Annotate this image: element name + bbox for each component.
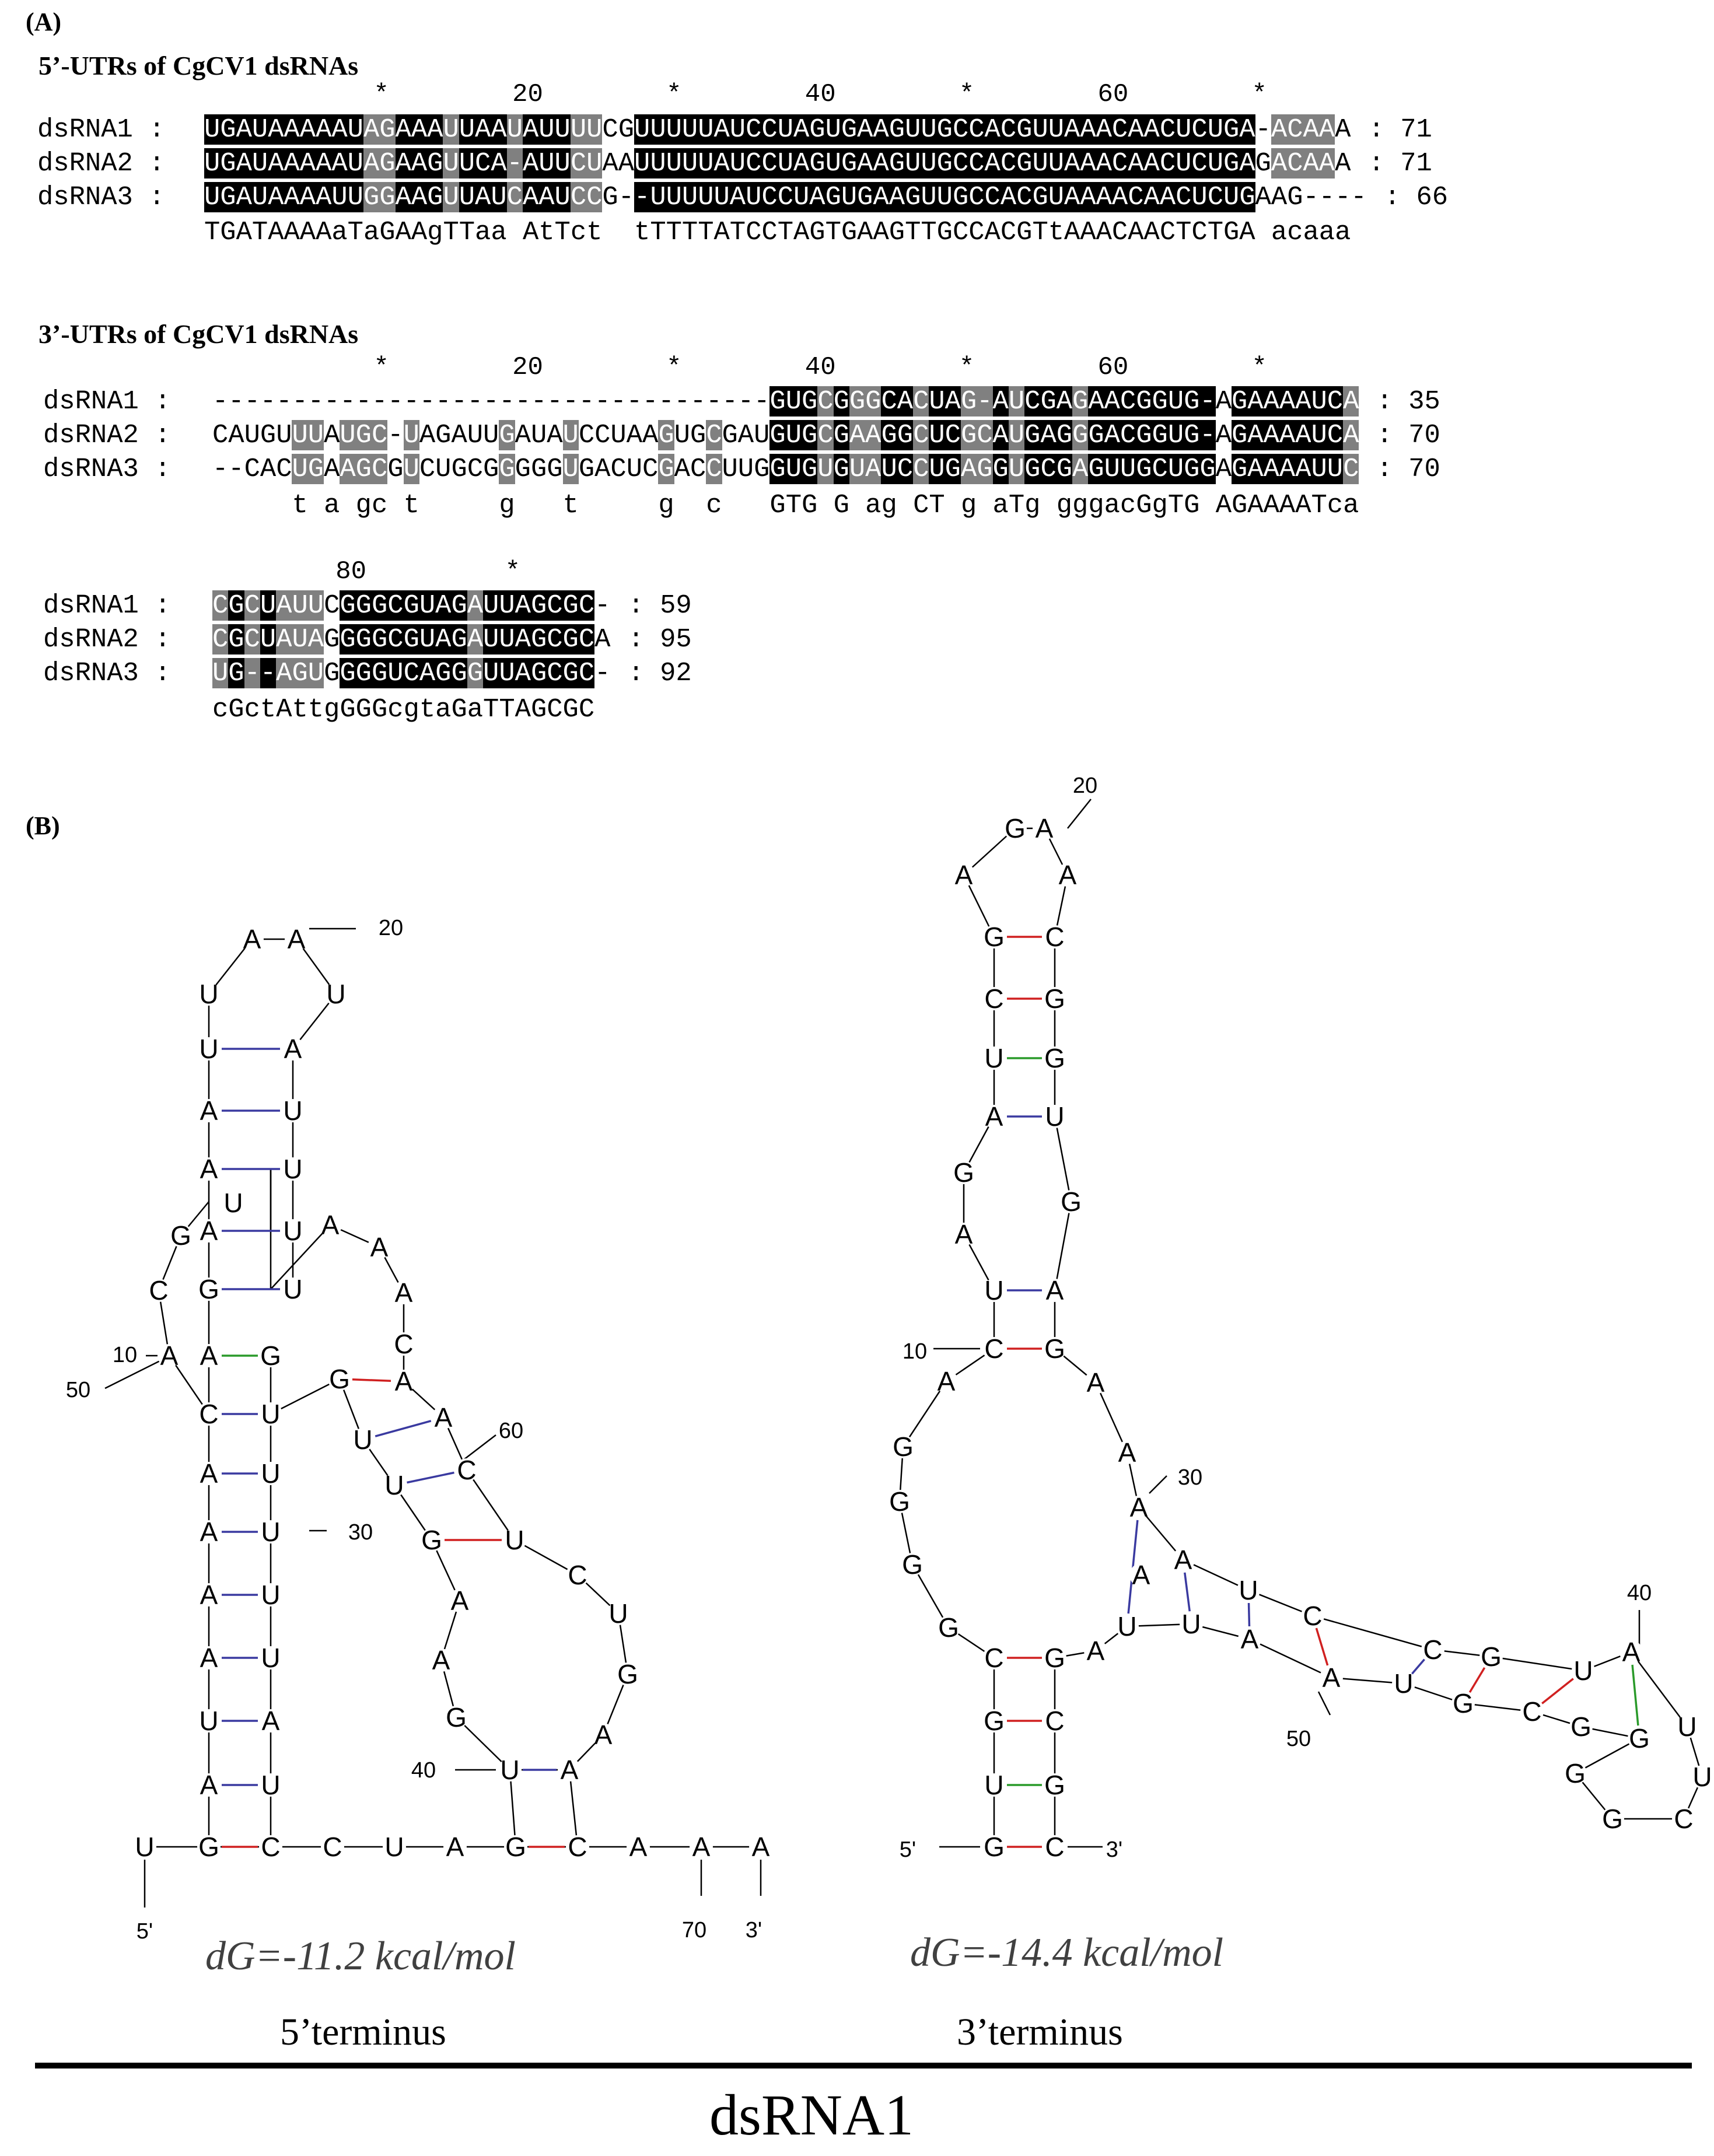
row-sequence: UGAUAAAAAUAGAAAUUAAUAUUUUCGUUUUUAUCCUAGUGAAGUUGCCACGUUAAACAACUCUGA-ACAAA	[204, 114, 1351, 145]
nucleotide: G	[1044, 1770, 1065, 1800]
nucleotide: A	[432, 1645, 450, 1675]
row-name: dsRNA1 :	[43, 590, 171, 621]
nucleotide: G	[1061, 1186, 1082, 1217]
nucleotide: G	[1481, 1642, 1502, 1672]
nucleotide: A	[1086, 1636, 1105, 1666]
nucleotide: U	[984, 1275, 1004, 1306]
divider-rule	[35, 2063, 1692, 2068]
nucleotide: A	[261, 1706, 280, 1736]
nucleotide: C	[568, 1560, 587, 1590]
nucleotide: A	[1086, 1367, 1105, 1398]
nucleotide: U	[261, 1517, 281, 1547]
nucleotide: A	[1035, 813, 1054, 844]
nucleotide: A	[1174, 1545, 1192, 1575]
nucleotide: U	[500, 1755, 520, 1785]
row-name: dsRNA2 :	[43, 624, 171, 654]
row-name: dsRNA3 :	[43, 658, 171, 688]
nucleotide: U	[1692, 1762, 1712, 1792]
nucleotide: A	[1118, 1437, 1136, 1468]
row-name: dsRNA3 :	[43, 454, 171, 484]
nucleotide: C	[1303, 1601, 1323, 1631]
nucleotide: A	[1058, 860, 1077, 890]
nucleotide: C	[568, 1832, 587, 1862]
row-sequence: UGAUAAAAUUGGAAGUUAUCAAUCCG--UUUUUAUCCUAGUGAAGUUGCCACGUAAAACAACUCUGAAG----	[204, 182, 1367, 212]
nucleotide: U	[984, 1043, 1004, 1073]
nucleotide: G	[984, 922, 1005, 952]
nucleotide: C	[199, 1399, 219, 1429]
nucleotide: U	[261, 1770, 281, 1800]
nucleotide: G	[329, 1364, 350, 1394]
nucleotide: A	[200, 1770, 218, 1800]
nucleotide: U	[353, 1424, 373, 1455]
nucleotide: U	[283, 1154, 303, 1184]
nucleotide: C	[457, 1455, 477, 1485]
nucleotide: G	[1044, 1043, 1065, 1073]
nucleotide: U	[1394, 1668, 1414, 1699]
nucleotide: A	[1622, 1637, 1640, 1667]
nucleotide: G	[1005, 813, 1026, 844]
position-number: 40	[411, 1758, 436, 1783]
nucleotide: A	[200, 1096, 218, 1126]
position-number: 70	[681, 1918, 707, 1943]
nucleotide: C	[323, 1832, 342, 1862]
row-name: dsRNA1 :	[43, 386, 171, 416]
left-dg-label: dG=-11.2 kcal/mol	[205, 1934, 516, 1979]
nucleotide: C	[1423, 1634, 1443, 1665]
nucleotide: A	[160, 1340, 179, 1371]
nucleotide: G	[1602, 1804, 1623, 1834]
nucleotide: U	[326, 979, 346, 1009]
row-name: dsRNA3 :	[37, 182, 165, 212]
position-number: 30	[1177, 1465, 1203, 1490]
nucleotide: U	[261, 1580, 281, 1610]
nucleotide: A	[629, 1832, 648, 1862]
row-name: dsRNA1 :	[37, 114, 165, 145]
nucleotide: U	[199, 1706, 219, 1736]
position-number: 5'	[136, 1919, 153, 1944]
utr5-consensus: TGATAAAAaTaGAAgTTaa AtTct tTTTTATCCTAGTGAAGTTGCCACGTtAAACAACTCTGA acaaa	[204, 217, 1351, 247]
nucleotide: A	[200, 1580, 218, 1610]
row-sequence: UGAUAAAAAUAGAAGUUCA-AUUCUAAUUUUUAUCCUAGUGAAGUUGCCACGUUAAACAACUCUGAGACAAA	[204, 148, 1351, 178]
nucleotide: G	[260, 1340, 281, 1371]
nucleotide: C	[261, 1832, 281, 1862]
row-name: dsRNA2 :	[43, 420, 171, 450]
nucleotide: G	[1044, 1643, 1065, 1673]
nucleotide: U	[1181, 1609, 1201, 1639]
position-number: 50	[1286, 1727, 1311, 1751]
nucleotide: A	[1129, 1492, 1148, 1522]
nucleotide: A	[594, 1720, 613, 1750]
nucleotide: G	[938, 1612, 959, 1643]
nucleotide: A	[446, 1832, 464, 1862]
nucleotide: C	[1045, 922, 1065, 952]
row-count: : 92	[628, 658, 692, 688]
nucleotide: A	[200, 1340, 218, 1371]
nucleotide: C	[1522, 1696, 1542, 1727]
row-count: : 66	[1384, 182, 1449, 212]
utr5-title: 5’-UTRs of CgCV1 dsRNAs	[39, 51, 359, 80]
row-sequence: CGCUAUUCGGGCGUAGAUUAGCGC-	[212, 590, 611, 621]
row-sequence: CAUGUUUAUGC-UAGAUUGAUAUCCUAAGUGCGAUGUGCGAAGGCUCGCAUGAGGGACGGUG-AGAAAAUCA	[212, 420, 1359, 450]
left-terminus-label: 5’terminus	[280, 2011, 446, 2053]
position-number: 60	[498, 1419, 524, 1443]
row-count: : 35	[1376, 386, 1440, 416]
utr3-ruler-2: 80 *	[212, 557, 521, 586]
nucleotide: A	[284, 1034, 302, 1064]
nucleotide: C	[1674, 1804, 1694, 1834]
nucleotide: G	[1044, 984, 1065, 1014]
nucleotide: A	[200, 1458, 218, 1489]
nucleotide: U	[261, 1458, 281, 1489]
nucleotide: U	[283, 1274, 303, 1304]
utr3-consensus-2: cGctAttgGGGcgtaGaTTAGCGC	[212, 694, 595, 724]
nucleotide: A	[200, 1216, 218, 1246]
nucleotide: U	[223, 1188, 243, 1218]
nucleotide: G	[984, 1832, 1005, 1862]
row-name: dsRNA2 :	[37, 148, 165, 178]
nucleotide: A	[434, 1402, 453, 1433]
nucleotide: U	[261, 1399, 281, 1429]
position-number: 20	[1072, 774, 1098, 798]
nucleotide: A	[370, 1232, 389, 1262]
position-number: 5'	[899, 1838, 917, 1862]
nucleotide: A	[394, 1366, 413, 1396]
panel-a-label: (A)	[26, 8, 62, 36]
nucleotide: C	[984, 984, 1004, 1014]
position-number: 3'	[1106, 1838, 1123, 1862]
nucleotide: A	[937, 1366, 956, 1396]
nucleotide: A	[560, 1755, 579, 1785]
position-number: 30	[348, 1520, 373, 1545]
nucleotide: A	[321, 1210, 340, 1240]
nucleotide: C	[149, 1275, 169, 1306]
row-sequence: --CACUGAAGCGUCUGCGGGGGUGACUCGACCUUGGUGUGUAUCCUGAGGUGCGAGUUGCUGGAGAAAAUUC	[212, 454, 1359, 484]
dsrna1-title: dsRNA1	[709, 2082, 914, 2147]
position-number: 50	[65, 1378, 91, 1402]
nucleotide: A	[243, 924, 261, 954]
nucleotide: G	[617, 1659, 638, 1689]
utr3-consensus: t a gc t g t g c GTG G ag CT g aTg gggacGgTG AGAAAATca	[292, 490, 1359, 520]
nucleotide: A	[200, 1517, 218, 1547]
nucleotide: A	[985, 1101, 1003, 1132]
nucleotide: A	[954, 860, 973, 890]
nucleotide: A	[1322, 1662, 1341, 1693]
nucleotide: A	[1132, 1560, 1150, 1590]
nucleotide: G	[421, 1525, 442, 1555]
nucleotide: A	[1240, 1624, 1259, 1654]
nucleotide: G	[1565, 1758, 1586, 1788]
row-sequence: UG--AGUGGGGUCAGGGUUAGCGC-	[212, 658, 611, 688]
nucleotide: G	[505, 1832, 526, 1862]
nucleotide: A	[1045, 1275, 1064, 1306]
nucleotide: C	[984, 1643, 1004, 1673]
nucleotide: U	[1117, 1611, 1137, 1642]
nucleotide: C	[1045, 1706, 1065, 1736]
row-count: : 71	[1368, 114, 1432, 145]
row-count: : 71	[1368, 148, 1432, 178]
nucleotide: A	[692, 1832, 711, 1862]
nucleotide: U	[1573, 1656, 1593, 1686]
utr3-ruler: * 20 * 40 * 60 *	[127, 353, 1267, 382]
nucleotide: G	[1453, 1688, 1474, 1718]
nucleotide: U	[608, 1598, 628, 1629]
nucleotide: G	[446, 1702, 467, 1732]
position-number: 40	[1626, 1581, 1652, 1605]
nucleotide: G	[1629, 1723, 1650, 1754]
position-number: 3'	[745, 1918, 762, 1943]
nucleotide: U	[984, 1770, 1004, 1800]
nucleotide: U	[384, 1832, 404, 1862]
rna-structures	[0, 774, 1714, 1972]
panel-b-label: (B)	[26, 811, 60, 840]
right-dg-label: dG=-14.4 kcal/mol	[910, 1930, 1224, 1975]
nucleotide: U	[1677, 1712, 1697, 1742]
utr5-ruler: * 20 * 40 * 60 *	[127, 80, 1267, 109]
nucleotide: G	[198, 1832, 219, 1862]
nucleotide: G	[1570, 1712, 1591, 1742]
nucleotide: G	[170, 1220, 191, 1251]
position-number: 10	[902, 1339, 928, 1364]
nucleotide: G	[984, 1706, 1005, 1736]
nucleotide: U	[199, 1034, 219, 1064]
row-sequence: -----------------------------------GUGCGGGCACUAG-AUCGAGAACGGUG-AGAAAAUCA	[212, 386, 1359, 416]
nucleotide: A	[287, 924, 306, 954]
nucleotide: A	[200, 1154, 218, 1184]
nucleotide: U	[283, 1216, 303, 1246]
nucleotide: G	[198, 1274, 219, 1304]
nucleotide: U	[1239, 1575, 1258, 1605]
nucleotide: G	[889, 1486, 910, 1517]
nucleotide: U	[199, 979, 219, 1009]
nucleotide: U	[505, 1525, 524, 1555]
nucleotide: A	[450, 1586, 469, 1616]
position-number: 10	[112, 1343, 138, 1367]
nucleotide: U	[135, 1832, 155, 1862]
nucleotide: U	[283, 1096, 303, 1126]
nucleotide: A	[394, 1278, 413, 1308]
right-terminus-label: 3’terminus	[957, 2011, 1123, 2053]
nucleotide: A	[954, 1219, 973, 1250]
nucleotide: U	[261, 1643, 281, 1673]
row-count: : 59	[628, 590, 692, 621]
nucleotide: G	[893, 1432, 914, 1462]
nucleotide: U	[384, 1470, 404, 1500]
nucleotide: A	[751, 1832, 770, 1862]
nucleotide: C	[1045, 1832, 1065, 1862]
nucleotide: G	[1044, 1334, 1065, 1364]
nucleotide: G	[902, 1549, 923, 1580]
row-count: : 95	[628, 624, 692, 654]
nucleotide: C	[984, 1334, 1004, 1364]
position-number: 20	[378, 916, 404, 940]
utr3-title: 3’-UTRs of CgCV1 dsRNAs	[39, 319, 359, 349]
nucleotide: U	[1045, 1101, 1065, 1132]
row-count: : 70	[1376, 420, 1440, 450]
row-sequence: CGCUAUAGGGGCGUAGAUUAGCGCA	[212, 624, 611, 654]
row-count: : 70	[1376, 454, 1440, 484]
nucleotide: G	[953, 1157, 974, 1188]
nucleotide: A	[200, 1643, 218, 1673]
nucleotide: C	[394, 1329, 414, 1359]
